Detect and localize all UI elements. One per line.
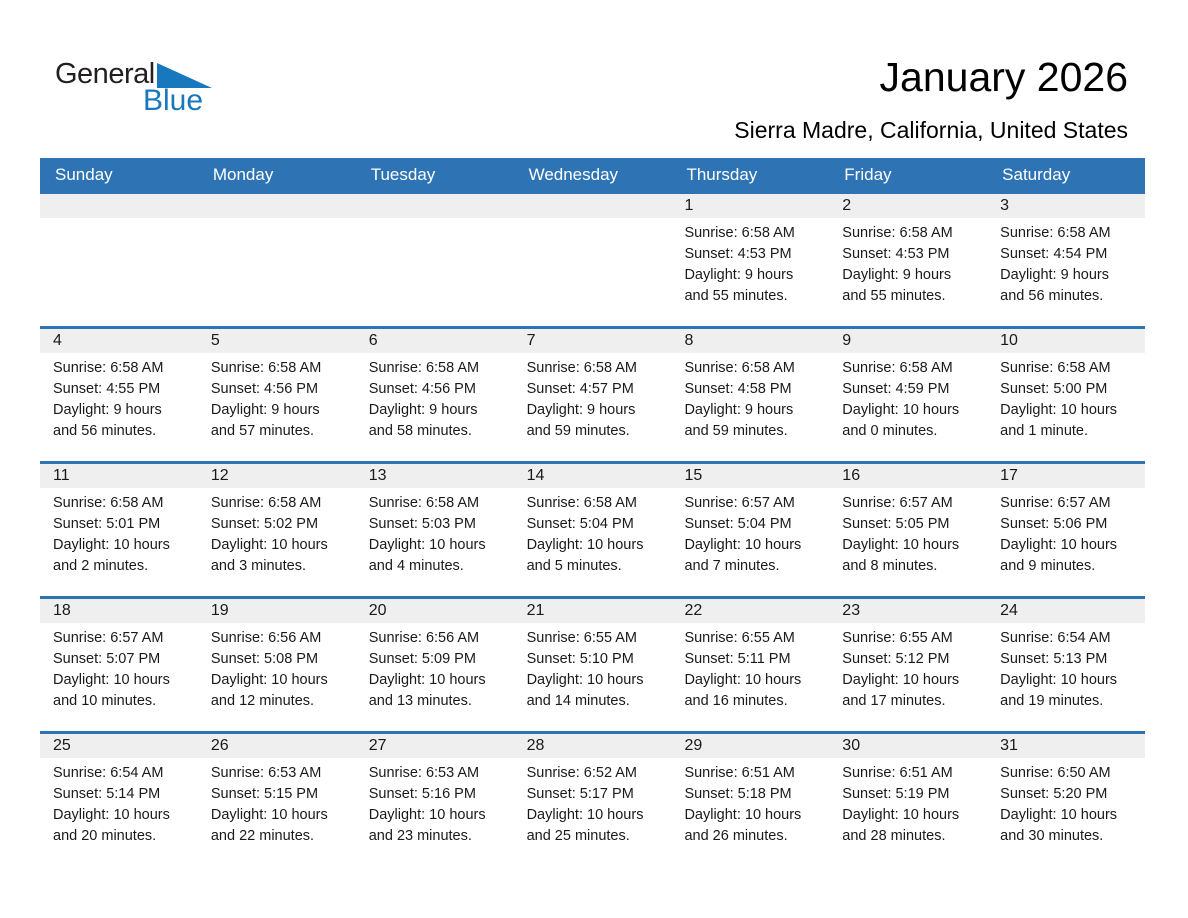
calendar bbox=[40, 158, 1145, 866]
day-info-line: Sunset: 4:56 PM bbox=[368, 381, 476, 397]
day-number: 22 bbox=[671, 599, 829, 623]
week-row bbox=[40, 326, 1145, 461]
day-cell[interactable] bbox=[671, 329, 829, 461]
day-info-line: Sunrise: 6:58 AM bbox=[684, 225, 795, 241]
day-number: 16 bbox=[829, 464, 987, 488]
day-info-line: and 9 minutes. bbox=[1000, 558, 1096, 574]
day-info bbox=[829, 488, 987, 577]
day-number: 29 bbox=[671, 734, 829, 758]
day-number: 10 bbox=[987, 329, 1145, 353]
day-info-line: Sunset: 5:08 PM bbox=[210, 651, 319, 667]
day-info-line: Sunset: 4:57 PM bbox=[526, 381, 634, 397]
day-info-line: Sunrise: 6:50 AM bbox=[1000, 765, 1111, 781]
day-number: 20 bbox=[356, 599, 514, 623]
day-info-line: Sunrise: 6:51 AM bbox=[842, 765, 953, 781]
day-info bbox=[987, 353, 1145, 442]
day-info-line: Daylight: 9 hours bbox=[684, 267, 794, 283]
day-info bbox=[987, 218, 1145, 307]
day-info-line: Daylight: 10 hours bbox=[684, 537, 802, 553]
day-info bbox=[829, 623, 987, 712]
day-info bbox=[514, 353, 672, 442]
weekday-header-wednesday: Wednesday bbox=[528, 164, 619, 184]
empty-day-cell bbox=[198, 194, 356, 326]
day-number: 6 bbox=[356, 329, 514, 353]
day-info-line: and 28 minutes. bbox=[842, 828, 946, 844]
day-info-line: Daylight: 10 hours bbox=[526, 807, 644, 823]
day-number bbox=[198, 194, 356, 218]
day-cell[interactable] bbox=[514, 734, 672, 866]
day-info-line: Daylight: 10 hours bbox=[53, 807, 170, 823]
day-info bbox=[198, 488, 356, 577]
day-info-line: Sunset: 4:59 PM bbox=[842, 381, 950, 397]
day-info-line: Sunrise: 6:58 AM bbox=[210, 360, 322, 376]
day-info bbox=[987, 758, 1145, 847]
day-info-line: Sunrise: 6:57 AM bbox=[53, 630, 164, 646]
day-cell[interactable] bbox=[514, 329, 672, 461]
day-number: 23 bbox=[829, 599, 987, 623]
day-info-line: Sunrise: 6:58 AM bbox=[1000, 225, 1111, 241]
day-info-line: Daylight: 9 hours bbox=[53, 402, 162, 418]
day-info bbox=[829, 218, 987, 307]
day-info-line: and 59 minutes. bbox=[684, 423, 788, 439]
day-info-line: and 58 minutes. bbox=[368, 423, 472, 439]
day-number: 13 bbox=[356, 464, 514, 488]
day-info bbox=[40, 623, 198, 712]
day-number: 24 bbox=[987, 599, 1145, 623]
day-info-line: Sunset: 5:13 PM bbox=[1000, 651, 1108, 667]
day-info-line: Sunset: 4:56 PM bbox=[210, 381, 319, 397]
day-info-line: Sunrise: 6:57 AM bbox=[1000, 495, 1111, 511]
day-info-line: and 59 minutes. bbox=[526, 423, 630, 439]
day-info-line: Sunrise: 6:58 AM bbox=[368, 495, 480, 511]
day-info bbox=[829, 758, 987, 847]
day-number bbox=[356, 194, 514, 218]
day-info-line: and 55 minutes. bbox=[684, 288, 788, 304]
day-info-line: Daylight: 9 hours bbox=[210, 402, 320, 418]
day-info bbox=[671, 218, 829, 307]
day-info-line: Sunset: 5:06 PM bbox=[1000, 516, 1108, 532]
day-cell[interactable] bbox=[987, 599, 1145, 731]
day-number: 11 bbox=[40, 464, 198, 488]
day-info-line: Sunset: 5:03 PM bbox=[368, 516, 476, 532]
day-info-line: Sunrise: 6:55 AM bbox=[842, 630, 953, 646]
day-cell[interactable] bbox=[40, 734, 198, 866]
day-info-line: and 5 minutes. bbox=[526, 558, 622, 574]
page-title: January 2026 bbox=[879, 54, 1128, 100]
day-info bbox=[671, 488, 829, 577]
day-cell[interactable] bbox=[829, 329, 987, 461]
day-info-line: and 19 minutes. bbox=[1000, 693, 1104, 709]
day-info-line: Sunset: 5:01 PM bbox=[53, 516, 161, 532]
day-info-line: Sunset: 5:15 PM bbox=[210, 786, 319, 802]
day-info-line: Daylight: 10 hours bbox=[842, 402, 960, 418]
day-info-line: and 26 minutes. bbox=[684, 828, 788, 844]
day-info-line: Sunrise: 6:58 AM bbox=[53, 360, 164, 376]
day-number: 5 bbox=[198, 329, 356, 353]
day-info-line: and 25 minutes. bbox=[526, 828, 630, 844]
day-number: 27 bbox=[356, 734, 514, 758]
day-info-line: Sunrise: 6:56 AM bbox=[368, 630, 480, 646]
day-info-line: and 22 minutes. bbox=[210, 828, 315, 844]
day-info-line: Daylight: 9 hours bbox=[1000, 267, 1109, 283]
logo-word-general: General bbox=[55, 58, 155, 90]
day-info-line: Daylight: 9 hours bbox=[526, 402, 636, 418]
day-info-line: Sunrise: 6:57 AM bbox=[842, 495, 953, 511]
day-info-line: Sunset: 5:18 PM bbox=[684, 786, 792, 802]
day-info bbox=[198, 758, 356, 847]
calendar-grid bbox=[40, 191, 1145, 866]
day-number: 1 bbox=[671, 194, 829, 218]
day-cell[interactable] bbox=[356, 599, 514, 731]
week-row bbox=[40, 461, 1145, 596]
day-info-line: and 1 minute. bbox=[1000, 423, 1089, 439]
day-info-line: Sunrise: 6:58 AM bbox=[842, 225, 953, 241]
day-info-line: and 30 minutes. bbox=[1000, 828, 1104, 844]
day-info-line: Daylight: 10 hours bbox=[210, 672, 328, 688]
day-info-line: Sunrise: 6:58 AM bbox=[684, 360, 795, 376]
week-row bbox=[40, 731, 1145, 866]
day-info-line: Daylight: 10 hours bbox=[53, 672, 170, 688]
day-info bbox=[514, 488, 672, 577]
day-info-line: Daylight: 10 hours bbox=[526, 537, 644, 553]
day-info-line: Daylight: 10 hours bbox=[1000, 807, 1118, 823]
day-info-line: Sunrise: 6:55 AM bbox=[684, 630, 795, 646]
day-info-line: Sunrise: 6:56 AM bbox=[210, 630, 322, 646]
day-info-line: Daylight: 10 hours bbox=[210, 537, 328, 553]
day-number: 14 bbox=[514, 464, 672, 488]
day-cell[interactable] bbox=[356, 464, 514, 596]
day-number: 18 bbox=[40, 599, 198, 623]
day-info bbox=[514, 758, 672, 847]
empty-day-cell bbox=[40, 194, 198, 326]
day-info-line: Sunset: 5:10 PM bbox=[526, 651, 634, 667]
day-info-line: Sunrise: 6:58 AM bbox=[368, 360, 480, 376]
day-info-line: and 57 minutes. bbox=[210, 423, 315, 439]
day-number: 25 bbox=[40, 734, 198, 758]
day-info-line: and 20 minutes. bbox=[53, 828, 157, 844]
day-info-line: Daylight: 10 hours bbox=[368, 537, 486, 553]
day-number: 2 bbox=[829, 194, 987, 218]
day-info-line: and 2 minutes. bbox=[53, 558, 149, 574]
day-info-line: and 4 minutes. bbox=[368, 558, 464, 574]
day-info-line: Sunrise: 6:53 AM bbox=[210, 765, 322, 781]
day-info-line: Sunset: 4:54 PM bbox=[1000, 246, 1108, 262]
day-info-line: Daylight: 10 hours bbox=[842, 807, 960, 823]
day-cell[interactable] bbox=[671, 599, 829, 731]
week-row bbox=[40, 191, 1145, 326]
day-info-line: Sunset: 5:05 PM bbox=[842, 516, 950, 532]
day-info-line: Sunrise: 6:57 AM bbox=[684, 495, 795, 511]
day-info-line: Sunrise: 6:58 AM bbox=[1000, 360, 1111, 376]
weekday-header-monday: Monday bbox=[212, 164, 274, 184]
day-info-line: Sunrise: 6:58 AM bbox=[210, 495, 322, 511]
day-info-line: Sunset: 5:12 PM bbox=[842, 651, 950, 667]
day-number: 3 bbox=[987, 194, 1145, 218]
weekday-header-tuesday: Tuesday bbox=[370, 164, 436, 184]
day-info-line: and 23 minutes. bbox=[368, 828, 472, 844]
weekday-header-saturday: Saturday bbox=[1002, 164, 1071, 184]
day-info-line: Daylight: 10 hours bbox=[1000, 672, 1118, 688]
day-cell[interactable] bbox=[829, 464, 987, 596]
day-info-line: and 7 minutes. bbox=[684, 558, 780, 574]
day-info-line: Sunset: 5:14 PM bbox=[53, 786, 161, 802]
day-info bbox=[987, 488, 1145, 577]
day-info-line: Daylight: 10 hours bbox=[842, 537, 960, 553]
day-info-line: Daylight: 9 hours bbox=[842, 267, 952, 283]
general-blue-logo bbox=[55, 60, 275, 116]
day-cell[interactable] bbox=[198, 734, 356, 866]
day-info bbox=[671, 758, 829, 847]
day-info-line: Sunset: 5:04 PM bbox=[526, 516, 634, 532]
day-cell[interactable] bbox=[198, 464, 356, 596]
day-number: 28 bbox=[514, 734, 672, 758]
day-info-line: and 56 minutes. bbox=[53, 423, 157, 439]
day-info bbox=[40, 488, 198, 577]
day-info-line: and 3 minutes. bbox=[210, 558, 306, 574]
day-cell[interactable] bbox=[829, 194, 987, 326]
day-cell[interactable] bbox=[40, 599, 198, 731]
day-info-line: Sunset: 5:00 PM bbox=[1000, 381, 1108, 397]
day-cell[interactable] bbox=[671, 734, 829, 866]
day-info-line: Daylight: 9 hours bbox=[368, 402, 478, 418]
day-cell[interactable] bbox=[829, 734, 987, 866]
day-cell[interactable] bbox=[40, 329, 198, 461]
day-cell[interactable] bbox=[987, 464, 1145, 596]
day-info bbox=[829, 353, 987, 442]
day-info bbox=[671, 353, 829, 442]
weekday-header-sunday: Sunday bbox=[55, 164, 113, 184]
day-info bbox=[671, 623, 829, 712]
day-info-line: Sunrise: 6:54 AM bbox=[1000, 630, 1111, 646]
day-info-line: Sunset: 4:53 PM bbox=[684, 246, 792, 262]
day-info-line: Sunset: 5:07 PM bbox=[53, 651, 161, 667]
day-info bbox=[356, 623, 514, 712]
day-info-line: Sunrise: 6:51 AM bbox=[684, 765, 795, 781]
day-number: 26 bbox=[198, 734, 356, 758]
day-info bbox=[40, 758, 198, 847]
day-info-line: Sunrise: 6:58 AM bbox=[842, 360, 953, 376]
day-cell[interactable] bbox=[987, 329, 1145, 461]
day-cell[interactable] bbox=[671, 464, 829, 596]
day-number bbox=[40, 194, 198, 218]
day-info bbox=[356, 758, 514, 847]
day-number: 31 bbox=[987, 734, 1145, 758]
day-cell[interactable] bbox=[356, 734, 514, 866]
day-info-line: Sunrise: 6:58 AM bbox=[526, 495, 637, 511]
weekday-header-thursday: Thursday bbox=[686, 164, 758, 184]
empty-day-cell bbox=[356, 194, 514, 326]
day-cell[interactable] bbox=[514, 599, 672, 731]
day-number bbox=[514, 194, 672, 218]
day-info-line: and 17 minutes. bbox=[842, 693, 946, 709]
day-info-line: Sunset: 4:58 PM bbox=[684, 381, 792, 397]
day-info-line: Daylight: 10 hours bbox=[368, 807, 486, 823]
day-info-line: Sunset: 4:53 PM bbox=[842, 246, 950, 262]
day-number: 15 bbox=[671, 464, 829, 488]
day-info bbox=[40, 353, 198, 442]
day-cell[interactable] bbox=[671, 194, 829, 326]
day-info-line: Sunset: 5:11 PM bbox=[684, 651, 791, 667]
day-info-line: Daylight: 10 hours bbox=[684, 807, 802, 823]
day-info-line: Daylight: 10 hours bbox=[368, 672, 486, 688]
day-number: 9 bbox=[829, 329, 987, 353]
day-cell[interactable] bbox=[987, 734, 1145, 866]
day-info bbox=[356, 488, 514, 577]
day-number: 12 bbox=[198, 464, 356, 488]
day-info-line: and 13 minutes. bbox=[368, 693, 472, 709]
day-cell[interactable] bbox=[356, 329, 514, 461]
day-info-line: Sunrise: 6:53 AM bbox=[368, 765, 480, 781]
empty-day-cell bbox=[514, 194, 672, 326]
day-info bbox=[514, 623, 672, 712]
day-info bbox=[198, 623, 356, 712]
day-info bbox=[356, 353, 514, 442]
weekday-header-row bbox=[40, 158, 1145, 191]
weekday-header-friday: Friday bbox=[844, 164, 892, 184]
day-number: 8 bbox=[671, 329, 829, 353]
day-info-line: Daylight: 10 hours bbox=[210, 807, 328, 823]
day-info bbox=[198, 353, 356, 442]
day-info-line: Daylight: 10 hours bbox=[526, 672, 644, 688]
day-info-line: Daylight: 10 hours bbox=[842, 672, 960, 688]
day-info bbox=[987, 623, 1145, 712]
day-info-line: Sunrise: 6:55 AM bbox=[526, 630, 637, 646]
day-info-line: and 8 minutes. bbox=[842, 558, 938, 574]
day-info-line: Sunrise: 6:54 AM bbox=[53, 765, 164, 781]
day-number: 4 bbox=[40, 329, 198, 353]
day-info-line: Sunset: 4:55 PM bbox=[53, 381, 161, 397]
day-info-line: Daylight: 10 hours bbox=[53, 537, 170, 553]
day-cell[interactable] bbox=[987, 194, 1145, 326]
day-number: 19 bbox=[198, 599, 356, 623]
day-info-line: Sunset: 5:16 PM bbox=[368, 786, 476, 802]
day-info-line: Sunrise: 6:58 AM bbox=[53, 495, 164, 511]
day-info-line: Sunset: 5:09 PM bbox=[368, 651, 476, 667]
day-cell[interactable] bbox=[40, 464, 198, 596]
day-info-line: and 56 minutes. bbox=[1000, 288, 1104, 304]
day-info-line: Daylight: 10 hours bbox=[1000, 537, 1118, 553]
day-number: 30 bbox=[829, 734, 987, 758]
day-info-line: Sunrise: 6:58 AM bbox=[526, 360, 637, 376]
day-info-line: Sunset: 5:02 PM bbox=[210, 516, 319, 532]
day-info-line: Daylight: 10 hours bbox=[684, 672, 802, 688]
day-cell[interactable] bbox=[198, 599, 356, 731]
day-info-line: Sunset: 5:17 PM bbox=[526, 786, 634, 802]
day-info-line: and 55 minutes. bbox=[842, 288, 946, 304]
day-cell[interactable] bbox=[198, 329, 356, 461]
day-info-line: and 0 minutes. bbox=[842, 423, 938, 439]
day-info-line: Sunset: 5:04 PM bbox=[684, 516, 792, 532]
day-number: 7 bbox=[514, 329, 672, 353]
day-info-line: and 16 minutes. bbox=[684, 693, 788, 709]
day-info-line: and 10 minutes. bbox=[53, 693, 157, 709]
day-info-line: Sunset: 5:19 PM bbox=[842, 786, 950, 802]
page-subtitle: Sierra Madre, California, United States bbox=[734, 117, 1128, 143]
day-info-line: Daylight: 9 hours bbox=[684, 402, 794, 418]
logo-word-blue: Blue bbox=[143, 84, 204, 117]
day-cell[interactable] bbox=[514, 464, 672, 596]
day-info-line: Sunset: 5:20 PM bbox=[1000, 786, 1108, 802]
day-info-line: Daylight: 10 hours bbox=[1000, 402, 1118, 418]
week-row bbox=[40, 596, 1145, 731]
day-info-line: Sunrise: 6:52 AM bbox=[526, 765, 637, 781]
day-number: 17 bbox=[987, 464, 1145, 488]
day-info-line: and 14 minutes. bbox=[526, 693, 630, 709]
day-cell[interactable] bbox=[829, 599, 987, 731]
day-number: 21 bbox=[514, 599, 672, 623]
day-info-line: and 12 minutes. bbox=[210, 693, 315, 709]
